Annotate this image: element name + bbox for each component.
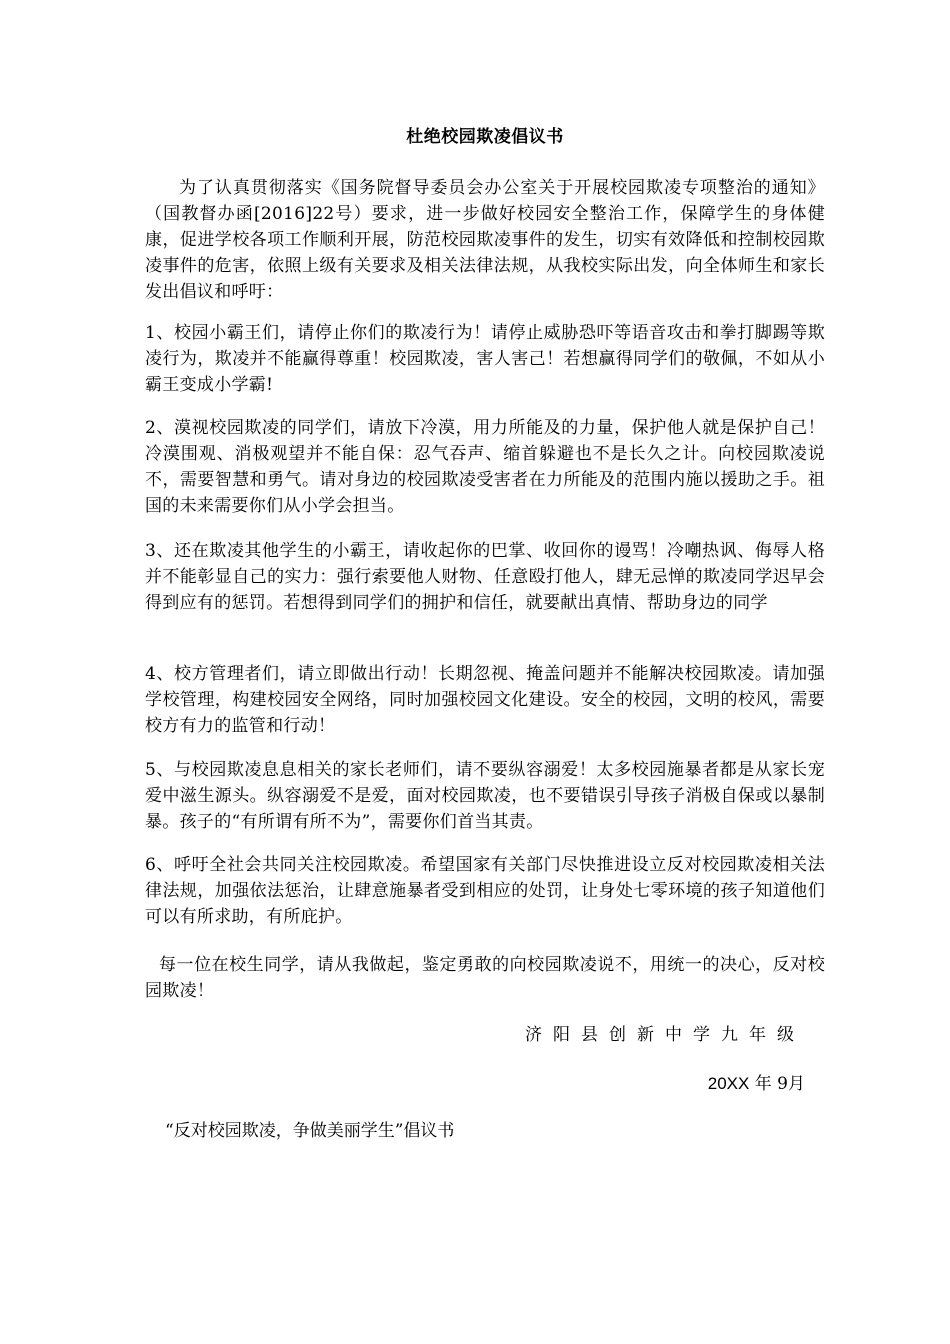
date-year: 20XX bbox=[707, 1074, 750, 1093]
footer-heading: “反对校园欺凌，争做美丽学生”倡议书 bbox=[165, 1121, 455, 1141]
proposal-item-4: 4、校方管理者们，请立即做出行动！长期忽视、掩盖问题并不能解决校园欺凌。请加强学校管理，构建校园安全网络，同时加强校园文化建设。安全的校园，文明的校风，需要校方有力的监管和行动！ bbox=[145, 664, 825, 736]
date-line bbox=[708, 1071, 805, 1097]
proposal-item-6: 6、呼吁全社会共同关注校园欺凌。希望国家有关部门尽快推进设立反对校园欺凌相关法律法规，加强依法惩治，让肆意施暴者受到相应的处罚，让身处七零环境的孩子知道他们可以有所求助，有所庇护。 bbox=[145, 855, 825, 927]
proposal-item-2: 2、漠视校园欺凌的同学们，请放下冷漠，用力所能及的力量，保护他人就是保护自己！冷漠围观、消极观望并不能自保：忍气吞声、缩首躲避也不是长久之计。向校园欺凌说不，需要智慧和勇气。请对身边的校园欺凌受害者在力所能及的范围内施以援助之手。祖国的未来需要你们从小学会担当。 bbox=[145, 418, 825, 516]
closing-paragraph: 每一位在校生同学，请从我做起，鉴定勇敢的向校园欺凌说不，用统一的决心，反对校园欺凌！ bbox=[145, 955, 825, 1001]
date-month: 年 9月 bbox=[754, 1074, 805, 1094]
proposal-item-1: 1、校园小霸王们，请停止你们的欺凌行为！请停止威胁恐吓等语音攻击和拳打脚踢等欺凌行为，欺凌并不能赢得尊重！校园欺凌，害人害己！若想赢得同学们的敬佩，不如从小霸王变成小学霸! bbox=[145, 323, 825, 395]
document-title: 杜绝校园欺凌倡议书 bbox=[406, 127, 564, 147]
intro-paragraph: 为了认真贯彻落实《国务院督导委员会办公室关于开展校园欺凌专项整治的通知》（国教督办函[2016]22号）要求，进一步做好校园安全整治工作，保障学生的身体健康，促进学校各项工作顺利开展，防范校园欺凌事件的发生，切实有效降低和控制校园欺凌事件的危害，依照上级有关要求及相关法律法规，从我校实际出发，向全体师生和家长发出倡议和呼吁： bbox=[145, 178, 825, 302]
proposal-item-3: 3、还在欺凌其他学生的小霸王，请收起你的巴掌、收回你的谩骂！冷嘲热讽、侮辱人格并不能彰显自己的实力：强行索要他人财物、任意殴打他人，肆无忌惮的欺凌同学迟早会得到应有的惩罚。若想得到同学们的拥护和信任，就要献出真情、帮助身边的同学 bbox=[145, 541, 825, 613]
proposal-item-5: 5、与校园欺凌息息相关的家长老师们，请不要纵容溺爱！太多校园施暴者都是从家长宠爱中滋生源头。纵容溺爱不是爱，面对校园欺凌，也不要错误引导孩子消极自保或以暴制暴。孩子的“有所谓有所不为”，需要你们首当其责。 bbox=[145, 760, 825, 832]
signature: 济阳县创新中学九年级 bbox=[525, 1025, 805, 1045]
